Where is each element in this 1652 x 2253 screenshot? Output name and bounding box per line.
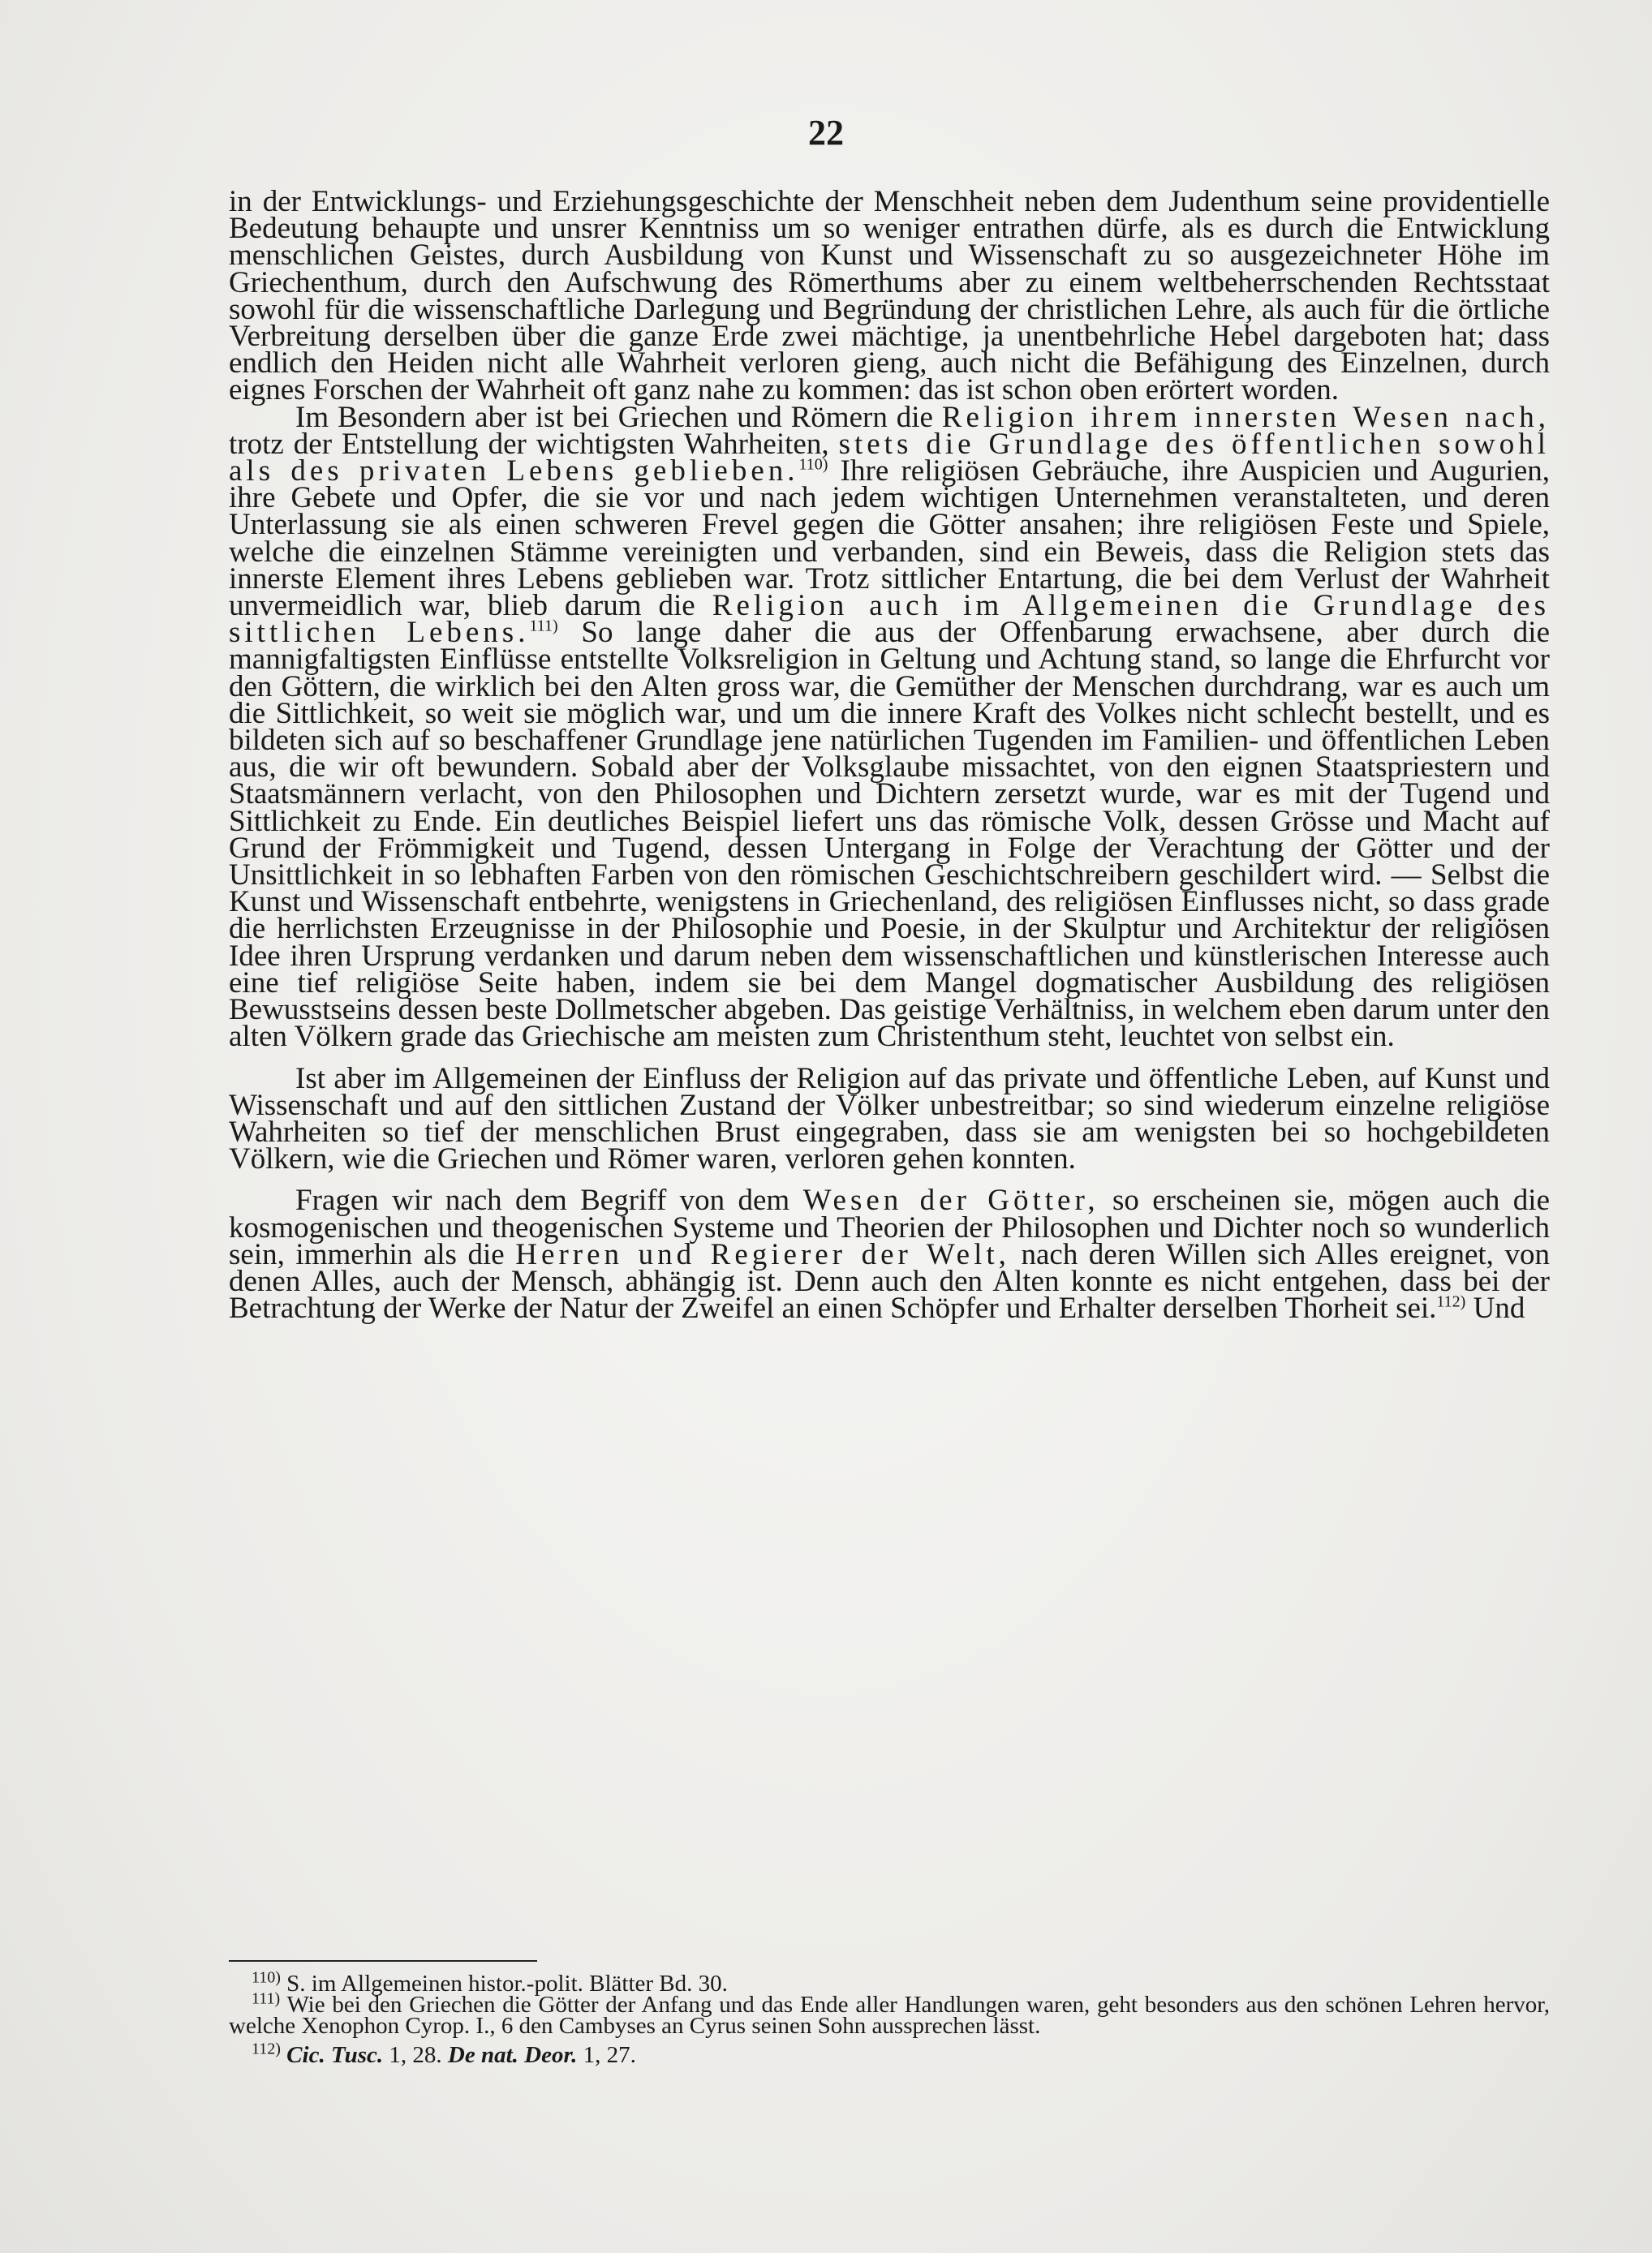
- paragraph-4: [229, 1184, 1550, 1326]
- p4-spaced-a: Wesen der Götter,: [802, 1184, 1099, 1218]
- p2-spaced-b: stets die Grundlage des öffentlichen sowohl als des privaten Lebens geblieben.: [229, 427, 1550, 488]
- p4-text-e: nach deren Willen sich Alles ereignet, von denen Alles, auch der Mensch, abhängig ist. Denn auch den Alten konnte es nicht entgehen, dass bei der Betrachtung der Werke der Natur der Zweifel an einen Schöpfer und Erhalter derselben Thorheit sei.: [229, 1237, 1550, 1326]
- p4-text-a: Fragen wir nach dem Begriff von dem: [295, 1184, 803, 1218]
- footnote-ref-112: 112): [1436, 1292, 1466, 1311]
- footnote-111: [229, 1989, 1550, 2039]
- p2-spaced-c: Religion auch im Allgemeinen die Grundlage des sittlichen Lebens.: [229, 589, 1550, 650]
- footnote-divider: [229, 1960, 537, 1962]
- paragraph-2: [229, 400, 1550, 1054]
- footnote-112-ref-a: 1, 28.: [383, 2042, 448, 2068]
- page-number: 22: [808, 113, 844, 153]
- footnote-110-text: S. im Allgemeinen histor.-polit. Blätter Bd. 30.: [280, 1971, 728, 1997]
- p2-spaced-a: Religion ihrem innersten Wesen nach,: [941, 400, 1550, 434]
- footnote-112: [229, 2040, 1550, 2068]
- p2-text-a: Im Besondern aber ist bei Griechen und Römern die: [295, 400, 942, 434]
- footnote-mark-112: 112): [252, 2040, 281, 2058]
- footnotes: [229, 1968, 1550, 2068]
- footnote-mark-111: 111): [252, 1989, 281, 2008]
- footnote-111-text: Wie bei den Griechen die Götter der Anfang und das Ende aller Handlungen waren, geht besonders aus den schönen Lehren hervor, welche Xenophon Cyrop. I., 6 den Cambyses an Cyrus seinen Sohn aussprechen lässt.: [229, 1992, 1550, 2039]
- p2-text-c: trotz der Entstellung der wichtigsten Wahrheiten,: [229, 427, 839, 461]
- footnote-112-work-b: De nat. Deor.: [447, 2042, 578, 2068]
- paragraph-3: Ist aber im Allgemeinen der Einfluss der Religion auf das private und öffentliche Leben, auf Kunst und Wissenschaft und auf den sittlichen Zustand der Völker unbestreitbar; so sind wiederum einzelne religiöse Wahrheiten so tief der menschlichen Brust eingegraben, dass sie am wenigsten bei so hochgebildeten Völkern, wie die Griechen und Römer waren, verloren gehen konnten.: [229, 1061, 1550, 1176]
- p4-text-c: so erscheinen sie, mögen auch die kosmogenischen und theogenischen Systeme und Theorien der Philosophen und Dichter noch so wunderlich sein, immerhin als die: [229, 1184, 1550, 1271]
- footnote-ref-110: 110): [798, 455, 828, 474]
- p2-text-e: Ihre religiösen Gebräuche, ihre Auspicien und Augurien, ihre Gebete und Opfer, die sie vor und nach jedem wichtigen Unternehmen veranstalteten, und deren Unterlassung sie als einen schweren Frevel gegen die Götter ansahen; ihre religiösen Feste und Spiele, welche die einzelnen Stämme vereinigten und verbanden, sind ein Beweis, dass die Religion stets das innerste Element ihres Lebens geblieben war. Trotz sittlicher Entartung, die bei dem Verlust der Wahrheit unvermeidlich war, blieb darum die: [229, 454, 1550, 623]
- footnote-112-work-a: Cic. Tusc.: [286, 2042, 384, 2068]
- main-text: [229, 185, 1550, 1326]
- footnote-ref-111: 111): [529, 617, 558, 635]
- p2-text-g: So lange daher die aus der Offenbarung erwachsene, aber durch die mannigfaltigsten Einflüsse entstellte Volksreligion in Geltung und Achtung stand, so lange die Ehrfurcht vor den Göttern, die wirklich bei den Alten gross war, die Gemüther der Menschen durchdrang, war es auch um die Sittlichkeit, so weit sie möglich war, und um die innere Kraft des Volkes nicht schlecht bestellt, und es bildeten sich auf so beschaffener Grundlage jene natürlichen Tugenden im Familien- und öffentlichen Leben aus, die wir oft bewundern. Sobald aber der Volksglaube missachtet, von den eignen Staatspriestern und Staatsmännern verlacht, von den Philosophen und Dichtern zersetzt wurde, war es mit der Tugend und Sittlichkeit zu Ende. Ein deutliches Beispiel liefert uns das römische Volk, dessen Grösse und Macht auf Grund der Frömmigkeit und Tugend, dessen Untergang in Folge der Verachtung der Götter und der Unsittlichkeit in so lebhaften Farben von den römischen Geschichtschreibern geschildert wird. — Selbst die Kunst und Wissenschaft entbehrte, wenigstens in Griechenland, des religiösen Einflusses nicht, so dass grade die herrlichsten Erzeugnisse in der Philosophie und Poesie, in der Skulptur und Architektur der religiösen Idee ihren Ursprung verdanken und darum neben dem wissenschaftlichen und künstlerischen Interesse auch eine tief religiöse Seite haben, indem sie bei dem Mangel dogmatischer Ausbildung des religiösen Bewusstseins dessen beste Dollmetscher abgeben. Das geistige Verhältniss, in welchem eben darum unter den alten Völkern grade das Griechische am meisten zum Christenthum steht, leuchtet von selbst ein.: [229, 616, 1550, 1054]
- footnote-mark-110: 110): [252, 1968, 281, 1987]
- footnote-112-ref-b: 1, 27.: [577, 2042, 636, 2068]
- paragraph-1: in der Entwicklungs- und Erziehungsgeschichte der Menschheit neben dem Judenthum seine providentielle Bedeutung behaupte und unsrer Kenntniss um so weniger entrathen dürfe, als es durch die Entwicklung menschlichen Geistes, durch Ausbildung von Kunst und Wissenschaft zu so ausgezeichneter Höhe im Griechenthum, durch den Aufschwung des Römerthums aber zu einem weltbeherrschenden Rechtsstaat sowohl für die wissenschaftliche Darlegung und Begründung der christlichen Lehre, als auch für die örtliche Verbreitung derselben über die ganze Erde zwei mächtige, ja unentbehrliche Hebel dargeboten hat; dass endlich den Heiden nicht alle Wahrheit verloren gieng, auch nicht die Befähigung des Einzelnen, durch eignes Forschen der Wahrheit oft ganz nahe zu kommen: das ist schon oben erörtert worden.: [229, 185, 1550, 407]
- p4-text-f: Und: [1465, 1292, 1525, 1326]
- p4-spaced-b: Herren und Regierer der Welt,: [515, 1237, 1010, 1271]
